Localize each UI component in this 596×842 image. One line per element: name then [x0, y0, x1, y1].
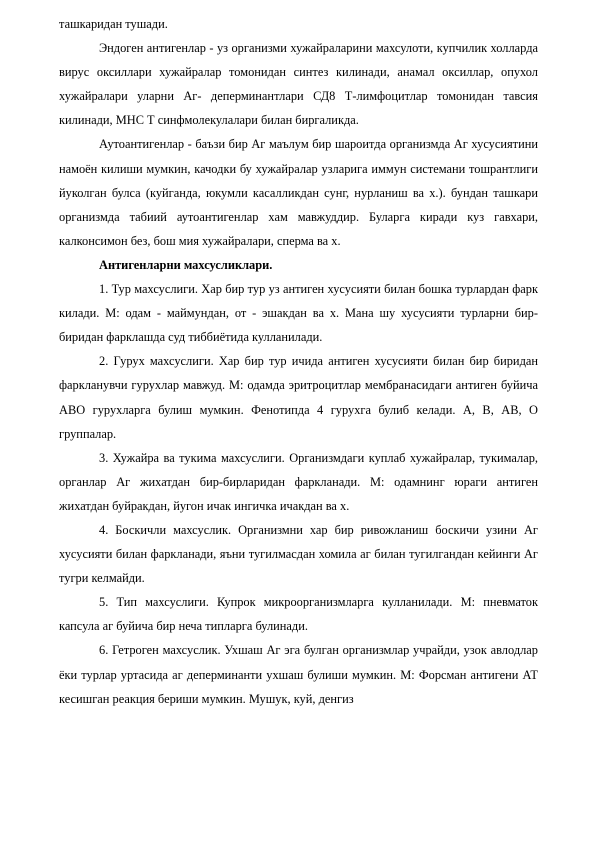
list-item-type-specificity: 5. Тип махсуслиги. Купрок микроорганизмларга кулланилади. М: пневматок капсула аг буйича бир неча типларга булинади. — [59, 595, 538, 634]
list-item-heterogenic-specificity: 6. Гетроген махсуслик. Ухшаш Аг эга булган организмлар учрайди, узок авлодлар ёки турлар уртасида аг деперминанти ухшаш булиши мумкин. М: Форсман антигени АТ кесишган реакция бериши мумкин. Мушук, куй, денгиз — [59, 643, 538, 706]
document-page — [59, 12, 538, 711]
paragraph-endogenous-antigens: Эндоген антигенлар - уз организми хужайраларини махсулоти, купчилик холларда вирус оксиллари хужайралар томонидан синтез килинади, анамал оксиллар, опухол хужайралари уларни Аг- деперминантлари СД8 Т-лимфоцитлар томонидан тавсия килинади, МНС Т синфмолекулалари билан биргаликда. — [59, 41, 538, 128]
paragraph-continuation: ташкаридан тушади. — [59, 17, 168, 31]
list-item-group-specificity: 2. Гурух махсуслиги. Хар бир тур ичида антиген хусусияти билан бир биридан фаркланувчи гурухлар мавжуд. М: одамда эритроцитлар мембранасидаги антиген буйича АВО гурухларга булиш мумкин. Фенотипда 4 гурухга булиб келади. А, В, АВ, О группалар. — [59, 354, 538, 441]
list-item-stage-specificity: 4. Боскичли махсуслик. Организмни хар бир ривожланиш боскичи узини Аг хусусияти билан фаркланади, яъни тугилмасдан хомила аг билан тугилгандан кейинги Аг тугри келмайди. — [59, 522, 538, 586]
list-item-species-specificity: 1. Тур махсуслиги. Хар бир тур уз антиген хусусияти билан бошка турлардан фарк килади. М: одам - маймундан, от - эшакдан ва х. Мана шу хусусияти турларни бир-биридан фарклашда суд тиббиётида кулланилади. — [59, 282, 538, 345]
list-item-cell-tissue-specificity: 3. Хужайра ва тукима махсуслиги. Организмдаги куплаб хужайралар, тукималар, органлар Аг жихатдан бир-бирларидан фаркланади. М: одамнинг юраги антиген жихатдан буйракдан, йугон ичак ингичка ичакдан ва х. — [59, 450, 538, 513]
section-heading: Антигенларни махсусликлари. — [99, 257, 273, 272]
paragraph-autoantigens: Аутоантигенлар - баъзи бир Аг маълум бир шароитда организмда Аг хусусиятини намоён килиши мумкин, качодки бу хужайралар узларига иммун системани тошрантлиги йуколган булса (куйганда, юкумли касалликдан сунг, нурланиш ва х.). бундан ташкари организмда табиий аутоантигенлар хам мавжуддир. Буларга киради куз гавхари, калконсимон без, бош мия хужайралари, сперма ва х. — [59, 137, 538, 248]
